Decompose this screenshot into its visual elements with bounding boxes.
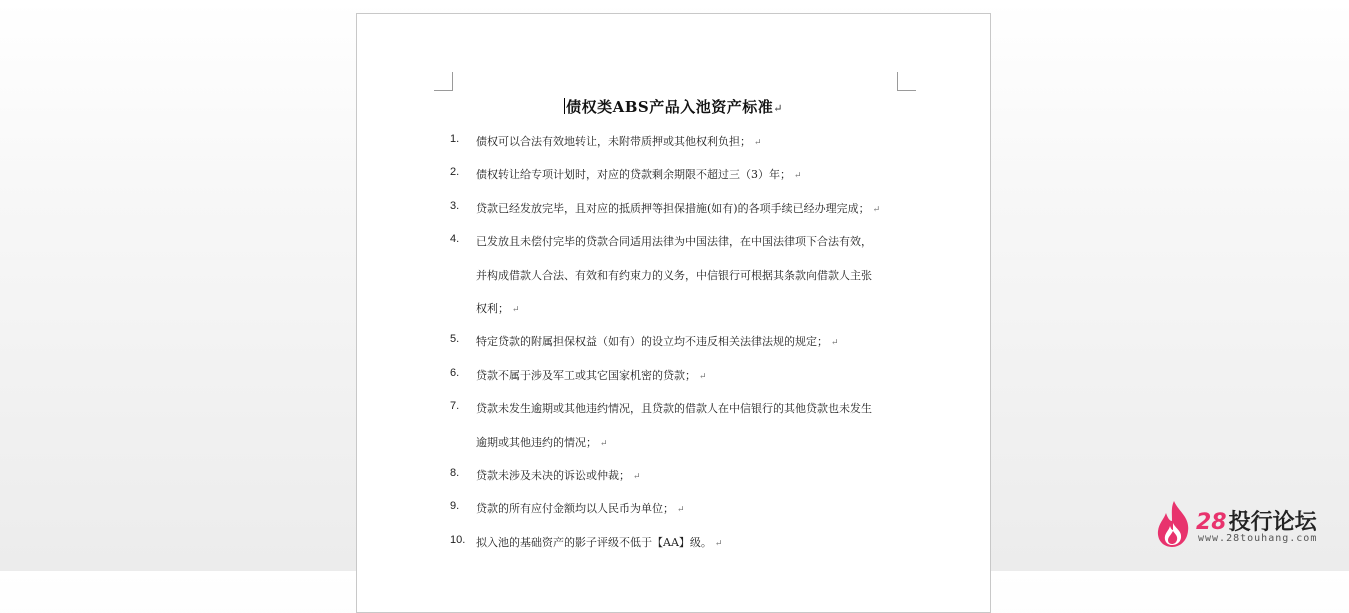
paragraph-mark: ↵ <box>831 338 839 348</box>
paragraph-mark: ↵ <box>512 305 520 315</box>
text-cursor <box>564 98 565 114</box>
list-item-text[interactable] <box>476 467 641 483</box>
list-item-text[interactable] <box>476 200 880 216</box>
list-item-text[interactable] <box>476 534 722 550</box>
brand-url: www.28touhang.com <box>1198 533 1318 544</box>
list-item-text[interactable] <box>476 434 608 450</box>
list-item-text[interactable] <box>476 267 872 283</box>
list-item-line: 拟入池的基础资产的影子评级不低于【AA】级。 <box>476 536 712 549</box>
brand-name <box>1196 505 1317 536</box>
list-item-line: 贷款的所有应付金额均以人民币为单位； <box>476 502 674 515</box>
paragraph-mark: ↵ <box>754 138 762 148</box>
paragraph-mark: ↵ <box>714 539 723 549</box>
paragraph-mark: ↵ <box>699 372 707 382</box>
list-item-line: 逾期或其他违约的情况； <box>476 436 597 449</box>
paragraph-mark: ↵ <box>600 439 608 449</box>
margin-corner-top-right <box>897 72 916 91</box>
list-item-line: 并构成借款人合法、有效和有约束力的义务，中信银行可根据其条款向借款人主张 <box>476 269 872 282</box>
list-item-number: 9. <box>450 500 460 512</box>
list-item-text[interactable] <box>476 133 762 149</box>
list-item-line: 权利； <box>476 302 509 315</box>
paragraph-mark: ↵ <box>794 171 802 181</box>
list-item-text[interactable] <box>476 233 872 249</box>
brand-title: 投行论坛 <box>1228 510 1317 535</box>
list-item-number: 10. <box>450 534 466 546</box>
list-item-line: 债权可以合法有效地转让，未附带质押或其他权利负担； <box>476 135 751 148</box>
list-item-text[interactable] <box>476 166 802 182</box>
list-item-number: 8. <box>450 467 460 479</box>
document-page[interactable] <box>356 13 991 613</box>
list-item-text[interactable] <box>476 300 520 316</box>
paragraph-mark: ↵ <box>633 472 641 482</box>
list-item-number: 2. <box>450 166 460 178</box>
paragraph-mark: ↵ <box>872 205 881 215</box>
list-item-text[interactable] <box>476 400 872 416</box>
title-text: 债权类ABS产品入池资产标准 <box>566 98 774 116</box>
title-paragraph-mark: ↵ <box>773 102 783 115</box>
list-item-number: 4. <box>450 233 460 245</box>
list-item-line: 已发放且未偿付完毕的贷款合同适用法律为中国法律，在中国法律项下合法有效， <box>476 235 872 248</box>
list-item-line: 债权转让给专项计划时，对应的贷款剩余期限不超过三（3）年； <box>476 168 791 181</box>
paragraph-mark: ↵ <box>677 505 685 515</box>
list-item-line: 贷款已经发放完毕，且对应的抵质押等担保措施(如有)的各项手续已经办理完成； <box>476 202 870 215</box>
list-item-number: 6. <box>450 367 460 379</box>
list-item-number: 3. <box>450 200 460 212</box>
list-item-text[interactable] <box>476 500 685 516</box>
margin-corner-top-left <box>434 72 453 91</box>
flame-logo-icon <box>1154 499 1194 549</box>
list-item-text[interactable] <box>476 367 707 383</box>
list-item-text[interactable] <box>476 333 839 349</box>
list-item-number: 5. <box>450 333 460 345</box>
brand-number: 28 <box>1196 510 1227 535</box>
document-title[interactable] <box>357 96 990 117</box>
list-item-number: 7. <box>450 400 460 412</box>
list-item-number: 1. <box>450 133 460 145</box>
list-item-line: 贷款不属于涉及军工或其它国家机密的贷款； <box>476 369 696 382</box>
list-item-line: 特定贷款的附属担保权益（如有）的设立均不违反相关法律法规的规定； <box>476 335 828 348</box>
brand-watermark <box>1154 497 1334 549</box>
list-item-line: 贷款未涉及未决的诉讼或仲裁； <box>476 469 630 482</box>
list-item-line: 贷款未发生逾期或其他违约情况，且贷款的借款人在中信银行的其他贷款也未发生 <box>476 402 872 415</box>
